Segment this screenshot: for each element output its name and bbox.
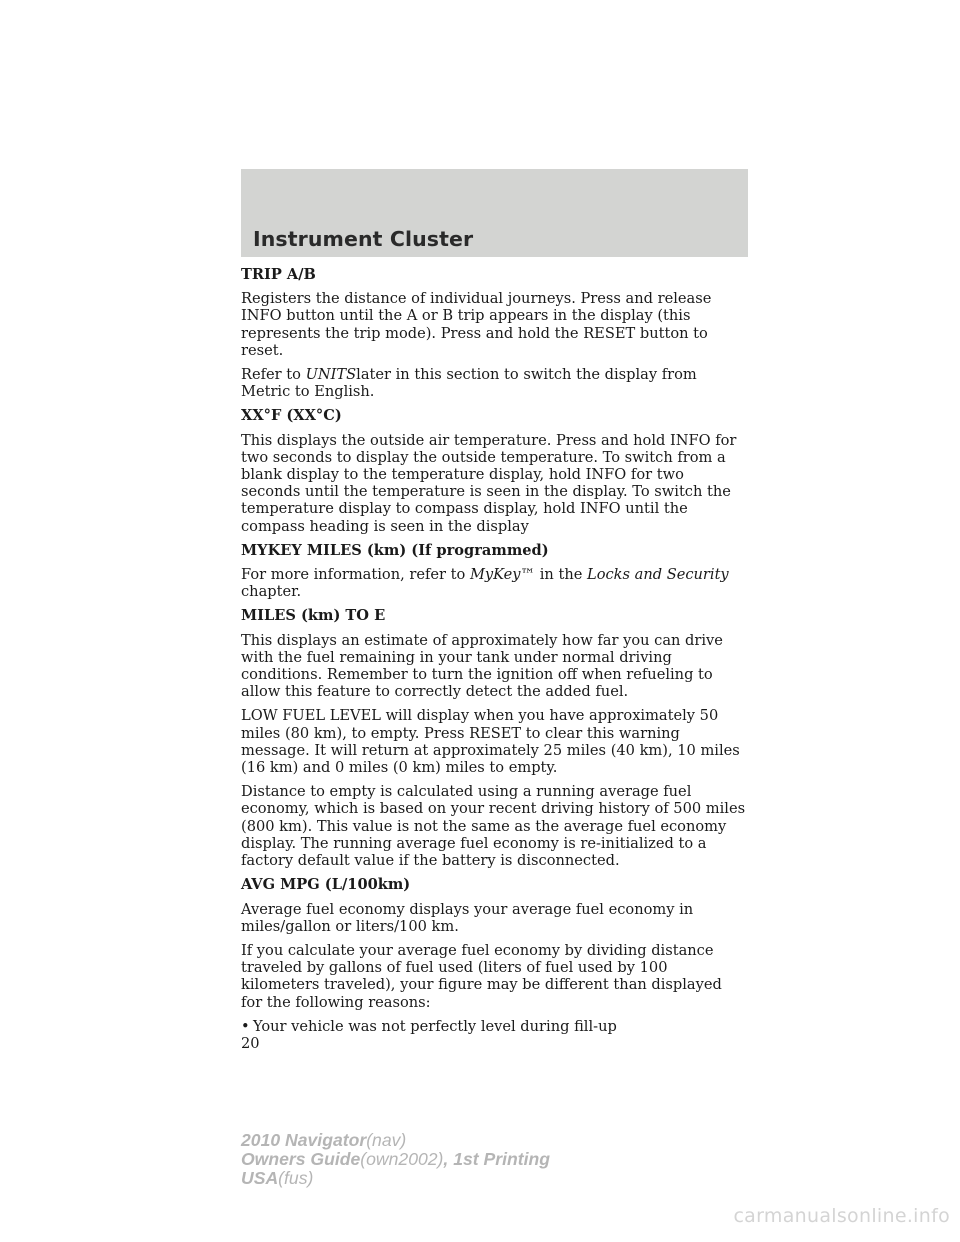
footer-line-2: [241, 1150, 550, 1169]
footer-line-1: [241, 1131, 550, 1150]
footer-market: USA: [241, 1168, 279, 1189]
list-item: [241, 1018, 747, 1035]
paragraph-dte-3: Distance to empty is calculated using a running average fuel economy, which is based on your recent driving history of 500 miles (800 km). This value is not the same as the average fuel economy display. The running average fuel economy is re-initialized to a factory default value if the battery is disconnected.: [241, 783, 746, 870]
paragraph-avg-2: If you calculate your average fuel economy by dividing distance traveled by gallons of fuel used (liters of fuel used by 100 kilometers traveled), your figure may be different than displayed for the following reasons:: [241, 941, 722, 1011]
footer-model: 2010 Navigator: [241, 1130, 367, 1150]
paragraph-trip-2: [241, 366, 747, 400]
heading-avg: AVG MPG (L/100km): [241, 876, 411, 894]
bullet-icon: •: [241, 1017, 250, 1035]
footer-line-3: [241, 1169, 550, 1188]
footer-market-code: (fus): [278, 1168, 314, 1189]
heading-temp: XX°F (XX°C): [241, 407, 342, 425]
heading-dte: MILES (km) TO E: [241, 607, 386, 625]
page-content: [241, 266, 747, 1052]
text-fragment: chapter.: [241, 583, 302, 601]
heading-trip: TRIP A/B: [241, 266, 316, 283]
heading-mykey: MYKEY MILES (km) (If programmed): [241, 541, 549, 559]
section-header-band: [241, 169, 748, 257]
footer-guide: Owners Guide: [241, 1149, 361, 1170]
list-item-text: Your vehicle was not perfectly level during fill-up: [253, 1017, 617, 1035]
paragraph-mykey: [241, 566, 747, 600]
footer-guide-code: (own2002): [360, 1149, 444, 1170]
text-fragment: Refer to: [241, 366, 306, 384]
watermark: carmanualsonline.info: [733, 1205, 950, 1227]
page-number: 20: [241, 1034, 260, 1052]
footer-model-code: (nav): [366, 1130, 407, 1150]
locks-security-reference: Locks and Security: [587, 566, 729, 584]
text-fragment: in the: [539, 566, 583, 584]
paragraph-avg-1: Average fuel economy displays your average fuel economy in miles/gallon or liters/100 km.: [241, 900, 694, 935]
paragraph-trip-1: Registers the distance of individual journeys. Press and release INFO button until the A or B trip appears in the display (this represents the trip mode). Press and hold the RESET button to reset.: [241, 290, 712, 359]
paragraph-temp-1: This displays the outside air temperature. Press and hold INFO for two seconds to display the outside temperature. To switch from a blank display to the temperature display, hold INFO for two seconds until the temperature is seen in the display. To switch the temperature display to compass display, hold INFO until the compass heading is seen in the display: [241, 431, 737, 535]
text-fragment: For more information, refer to: [241, 566, 466, 584]
section-title: Instrument Cluster: [253, 227, 474, 251]
mykey-reference: MyKey™: [469, 566, 536, 584]
text-fragment: later in this section to switch the display from Metric to English.: [241, 366, 697, 401]
paragraph-dte-1: This displays an estimate of approximately how far you can drive with the fuel remaining in your tank under normal driving conditions. Remember to turn the ignition off when refueling to allow this feature to correctly detect the added fuel.: [241, 631, 723, 701]
units-reference: UNITS: [305, 366, 357, 384]
print-footer: [241, 1131, 550, 1189]
footer-printing: , 1st Printing: [443, 1149, 550, 1170]
paragraph-dte-2: LOW FUEL LEVEL will display when you have approximately 50 miles (80 km), to empty. Press RESET to clear this warning message. It will return at approximately 25 miles (40 km), 10 miles (16 km) and 0 miles (0 km) miles to empty.: [241, 707, 740, 777]
